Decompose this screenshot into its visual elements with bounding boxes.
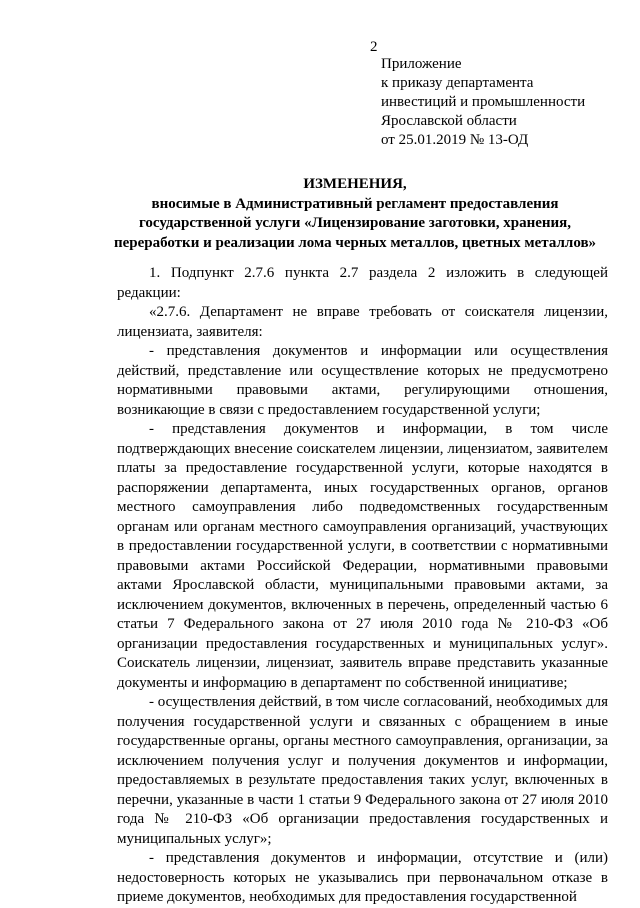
body-paragraph: - представления документов и информации или осуществления действий, представление или осуществление которых не предусмотрено нормативными правовыми актами, регулирующими отношения, возникающие в связи с предоставлением государственной услуги; <box>117 343 608 418</box>
appendix-line: Приложение <box>381 56 462 72</box>
page-number: 2 <box>370 39 378 55</box>
appendix-line: от 25.01.2019 № 13-ОД <box>381 132 529 148</box>
body-paragraph: 1. Подпункт 2.7.6 пункта 2.7 раздела 2 изложить в следующей редакции: <box>117 265 608 301</box>
body-paragraph: - представления документов и информации, в том числе подтверждающих внесение соискателем лицензии, лицензиатом, заявителем платы за предоставление государственной услуги, которые находятся в распоряжении департамента, иных государственных органов, органов местного самоуправления либо подведомственных государственным органам или органам местного самоуправления организаций, участвующих в предоставлении государственной услуги, в соответствии с нормативными правовыми актами Российской Федерации, нормативными правовыми актами Ярославской области, муниципальными правовыми актами, за исключением документов, включенных в перечень, определенный частью 6 статьи 7 Федерального закона от 27 июля 2010 года № 210-ФЗ «Об организации предоставления государственных и муниципальных услуг». Соискатель лицензии, лицензиат, заявитель вправе представить указанные документы и информацию в департамент по собственной инициативе; <box>117 421 608 691</box>
document-body <box>117 264 608 908</box>
body-paragraph: - осуществления действий, в том числе согласований, необходимых для получения государственной услуги и связанных с обращением в иные государственные органы, органы местного самоуправления, организации, за исключением получения услуг и получения документов и информации, предоставляемых в результате предоставления таких услуг, включенных в перечни, указанные в части 1 статьи 9 Федерального закона от 27 июля 2010 года № 210-ФЗ «Об организации предоставления государственных и муниципальных услуг»; <box>117 694 608 847</box>
title-subtitle-line: переработки и реализации лома черных металлов, цветных металлов» <box>113 234 597 251</box>
title-subtitle-line: государственной услуги «Лицензирование заготовки, хранения, <box>138 215 572 231</box>
title-heading: ИЗМЕНЕНИЯ, <box>303 176 407 192</box>
body-paragraph: - представления документов и информации, отсутствие и (или) недостоверность которых не указывались при первоначальном отказе в приеме документов, необходимых для предоставления государственной <box>117 850 608 905</box>
appendix-line: к приказу департамента <box>381 75 534 91</box>
appendix-line: инвестиций и промышленности <box>381 94 586 110</box>
appendix-line: Ярославской области <box>381 113 517 129</box>
appendix-block <box>381 55 626 150</box>
title-subtitle-line: вносимые в Административный регламент предоставления <box>151 195 559 212</box>
document-title <box>90 175 620 253</box>
body-paragraph: «2.7.6. Департамент не вправе требовать от соискателя лицензии, лицензиата, заявителя: <box>117 304 608 340</box>
